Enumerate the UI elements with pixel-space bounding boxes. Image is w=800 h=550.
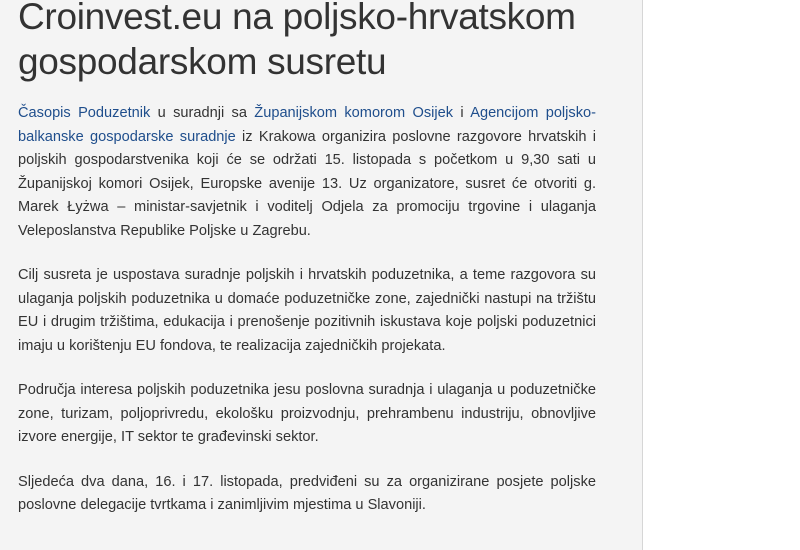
right-blank-area	[644, 0, 800, 550]
paragraph-1	[18, 102, 596, 243]
article-title: Croinvest.eu na poljsko-hrvatskom gospodarskom susretu	[18, 0, 576, 82]
link-casopis-poduzetnik[interactable]: Časopis Poduzetnik	[18, 105, 151, 121]
link-agencija-poljsko-balkanske-suradnje[interactable]: Agencijom poljsko-balkanske gospodarske suradnje	[18, 105, 596, 145]
paragraph-4: Sljedeća dva dana, 16. i 17. listopada, predviđeni su za organizirane posjete poljske poslovne delegacije tvrtkama i zanimljivim mjestima u Slavoniji.	[18, 473, 596, 513]
link-zupanijska-komora-osijek[interactable]: Županijskom komorom Osijek	[254, 105, 454, 121]
paragraph-3: Područja interesa poljskih poduzetnika jesu poslovna suradnja i ulaganja u poduzetničke zone, turizam, poljoprivredu, ekološku proizvodnju, prehrambenu industriju, obnovljive izvore energije, IT sektor te građevinski sektor.	[18, 382, 596, 445]
paragraph-1-text-b: i	[453, 105, 471, 121]
paragraph-1-text-c: iz Krakowa organizira poslovne razgovore hrvatskih i poljskih gospodarstvenika koji će se održati 15. listopada s početkom u 9,30 sati u Županijskoj komori Osijek, Europske avenije 13. Uz organizatore, susret će otvoriti g. Marek Łyżwa – ministar-savjetnik i voditelj Odjela za promociju trgovine i ulaganja Veleposlanstva Republike Poljske u Zagrebu.	[18, 128, 596, 239]
paragraph-2: Cilj susreta je uspostava suradnje poljskih i hrvatskih poduzetnika, a teme razgovora su ulaganja poljskih poduzetnika u domaće poduzetničke zone, zajednički nastupi na tržištu EU i drugim tržištima, edukacija i prenošenje pozitivnih iskustava koje poljski poduzetnici imaju u korištenju EU fondova, te realizacija zajedničkih projekata.	[18, 267, 596, 354]
paragraph-1-text-a: u suradnji sa	[150, 105, 255, 121]
article-body	[18, 102, 596, 518]
article	[18, 0, 596, 539]
